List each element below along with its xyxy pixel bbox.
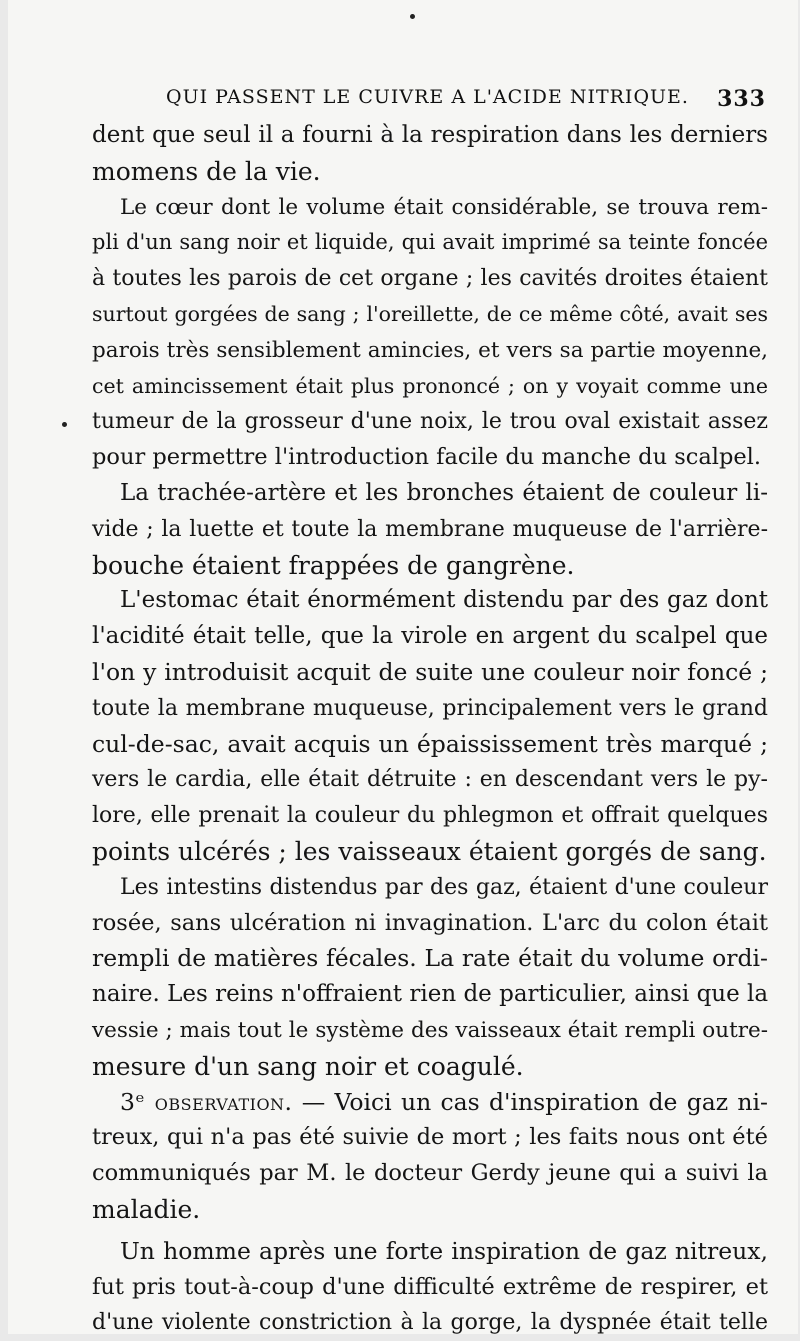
- running-head: [166, 86, 766, 112]
- text-line: L'estomac était énormément distendu par des gaz dont: [120, 587, 768, 614]
- text-line: vers le cardia, elle était détruite : en descendant vers le py-: [92, 767, 768, 793]
- text-line: parois très sensiblement amincies, et vers sa partie moyenne,: [92, 337, 768, 363]
- text-line: vessie ; mais tout le système des vaisseaux était rempli outre-: [92, 1017, 768, 1043]
- paragraph: [92, 118, 768, 190]
- book-page: [8, 0, 798, 1334]
- text-line: naire. Les reins n'offraient rien de particulier, ainsi que la: [92, 981, 769, 1008]
- paragraph: [92, 583, 768, 869]
- text-line: toute la membrane muqueuse, principalement vers le grand: [92, 695, 768, 721]
- text-line: cul-de-sac, avait acquis un épaississement très marqué ;: [92, 729, 768, 758]
- text-line: pli d'un sang noir et liquide, qui avait imprimé sa teinte foncée: [92, 230, 768, 255]
- body-text: [92, 118, 768, 1341]
- paragraph: [92, 870, 768, 1085]
- paragraph: [92, 1085, 768, 1228]
- text-line: l'on y introduisit acquit de suite une couleur noir foncé ;: [92, 657, 768, 686]
- text-line: Les intestins distendus par des gaz, étaient d'une couleur: [120, 874, 768, 900]
- text-line: rempli de matières fécales. La rate était du volume ordi-: [92, 944, 768, 973]
- text-line: Un homme après une forte inspiration de gaz nitreux,: [120, 1236, 768, 1265]
- text-line: communiqués par M. le docteur Gerdy jeune qui a suivi la: [92, 1160, 768, 1187]
- text-line: points ulcérés ; les vaisseaux étaient gorgés de sang.: [92, 836, 767, 866]
- text-run: — Voici un cas d'inspiration de gaz ni-: [292, 1087, 768, 1116]
- text-line: [92, 1085, 768, 1121]
- text-line: Le cœur dont le volume était considérable, se trouva rem-: [120, 194, 768, 220]
- text-line: surtout gorgées de sang ; l'oreillette, de ce même côté, avait ses: [92, 301, 768, 326]
- ink-speck: [410, 14, 415, 19]
- text-line: d'une violente constriction à la gorge, la dyspnée était telle: [92, 1310, 768, 1336]
- text-line: l'acidité était telle, que la virole en argent du scalpel que: [92, 623, 768, 650]
- text-line: momens de la vie.: [92, 156, 321, 186]
- text-line: cet amincissement était plus prononcé ; on y voyait comme une: [92, 373, 768, 398]
- text-line: La trachée-artère et les bronches étaient de couleur li-: [120, 479, 768, 506]
- text-line: maladie.: [92, 1194, 201, 1224]
- text-line: à toutes les parois de cet organe ; les cavités droites étaient: [92, 266, 768, 292]
- text-line: bouche étaient frappées de gangrène.: [92, 550, 575, 580]
- text-line: dent que seul il a fourni à la respiration dans les derniers: [92, 122, 768, 148]
- text-line: lore, elle prenait la couleur du phlegmon et offrait quelques: [92, 803, 768, 829]
- text-line: mesure d'un sang noir et coagulé.: [92, 1051, 524, 1081]
- text-line: fut pris tout-à-coup d'une difficulté extrême de respirer, et: [92, 1273, 768, 1300]
- paragraph: [92, 1234, 768, 1341]
- text-line: tumeur de la grosseur d'une noix, le trou oval existait assez: [92, 409, 768, 435]
- running-title: QUI PASSENT LE CUIVRE A L'ACIDE NITRIQUE.: [166, 86, 689, 108]
- text-line: treux, qui n'a pas été suivie de mort ; les faits nous ont été: [92, 1124, 768, 1151]
- text-line: rosée, sans ulcération ni invagination. L'arc du colon était: [92, 909, 768, 936]
- page-number: 333: [717, 86, 766, 112]
- observation-heading: 3ᵉ observation.: [120, 1087, 293, 1116]
- text-line: pour permettre l'introduction facile du manche du scalpel.: [92, 444, 762, 471]
- text-line: vide ; la luette et toute la membrane muqueuse de l'arrière-: [92, 516, 768, 542]
- ink-speck: [62, 422, 67, 427]
- paragraph: [92, 476, 768, 583]
- paragraph: [92, 190, 768, 476]
